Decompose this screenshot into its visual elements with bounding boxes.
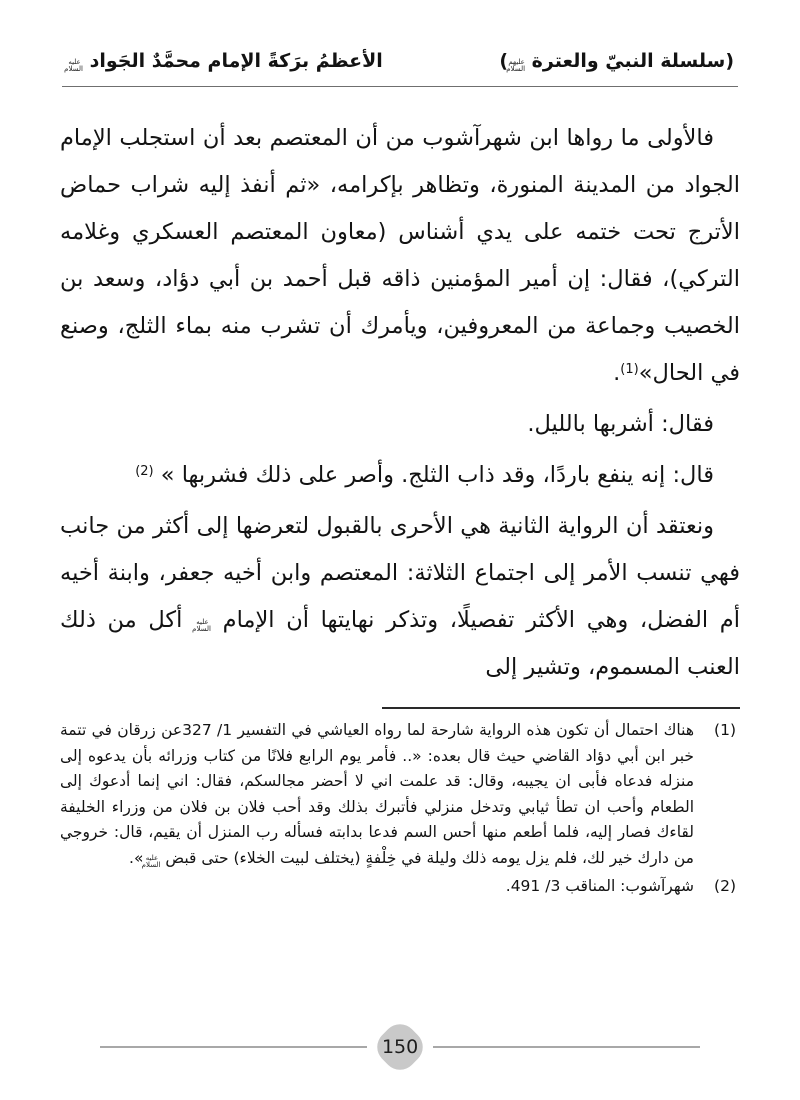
honorific-mark: عليه السلام: [64, 58, 83, 73]
series-title-close: ): [499, 50, 509, 72]
paragraph-2: [60, 401, 740, 448]
honorific-mark: عليهم السلام: [506, 58, 526, 73]
page-header: [62, 0, 738, 87]
series-title-text: (سلسلة النبيّ والعترة: [525, 50, 734, 72]
footnote-1: [60, 718, 740, 871]
paragraph-4-text: ونعتقد أن الرواية الثانية هي الأحرى بالقبول لتعرضها إلى أكثر من جانب فهي تنسب الأمر إلى اجتماع الثلاثة: المعتصم وابن أخيه جعفر، وابنة أخيه أم الفضل، وهي الأكثر تفصيلًا، وتذكر نهايتها أن الإمام: [60, 513, 740, 633]
header-series-title: [499, 50, 734, 73]
body-text: [60, 115, 740, 691]
footnote-separator: [382, 707, 740, 709]
footnote-1-tail: ».: [129, 848, 144, 867]
paragraph-2-text: فقال: أشربها بالليل.: [527, 411, 714, 437]
page-number-badge: [370, 1017, 429, 1076]
footnotes-section: [60, 707, 740, 900]
honorific-mark: عليه السلام: [192, 618, 211, 633]
footnote-ref-1: (1): [620, 362, 639, 377]
honorific-mark: عليه السلام: [141, 853, 161, 869]
paragraph-1: [60, 115, 740, 397]
footnote-2: [60, 874, 740, 900]
book-title-text: الأعظمُ برَكةً الإمام محمَّدٌ الجَواد: [83, 50, 383, 72]
paragraph-4: [60, 503, 740, 691]
paragraph-3-text: قال: إنه ينفع باردًا، وقد ذاب الثلج. وأصر على ذلك فشربها »: [153, 462, 714, 488]
paragraph-3: [60, 452, 740, 499]
paragraph-1-text: فالأولى ما رواها ابن شهرآشوب من أن المعتصم بعد أن استجلب الإمام الجواد من المدينة المنورة، وتظاهر بإكرامه، «ثم أنفذ إليه شراب حماض الأترج تحت ختمه على يدي أشناس (معاون المعتصم العسكري وغلامه التركي)، فقال: إن أمير المؤمنين ذاقه قبل أحمد بن أبي دؤاد، وسعد بن الخصيب وجماعة من المعروفين، ويأمرك أن تشرب منه بماء الثلج، وصنع في الحال»: [60, 125, 740, 386]
paragraph-4-tail: أكل من ذلك العنب المسموم، وتشير إلى: [60, 607, 740, 680]
footer-line-left: [100, 1046, 367, 1048]
footnote-1-text: هناك احتمال أن تكون هذه الرواية شارحة لما رواه العياشي في التفسير 1/ 327عن زرقان في تتمة خبر ابن أبي دؤاد القاضي حيث قال بعده: «.. فأمر يوم الرابع فلانًا من كتاب وزرائه بأن يدعوه إلى منزله فدعاه فأبى ان يجيبه، وقال: قد علمت اني لا أحضر مجالسكم، فقال: اني إنما أدعوك إلى الطعام وأحب ان تطأ ثيابي وتدخل منزلي فأتبرك بذلك وقد أحب فلان بن فلان من وزراء الخليفة لقاءك فصار إليه، فلما أطعم منها أحس السم فدعا بدابته فسأله رب المنزل أن يقيم، قال: خروجي من دارك خير لك، فلم يزل يومه ذلك وليلة في خِلْفةٍ (يختلف لبيت الخلاء) حتى قبض: [60, 721, 694, 867]
footnote-2-number: (2): [714, 877, 736, 895]
footnote-1-number: (1): [714, 721, 736, 739]
footnote-ref-2: (2): [135, 464, 154, 479]
footer-line-right: [433, 1046, 700, 1048]
paragraph-1-tail: .: [613, 360, 621, 386]
footnote-2-text: شهرآشوب: المناقب 3/ 491.: [505, 877, 694, 895]
header-book-title: [66, 50, 383, 73]
page-footer: [100, 1026, 700, 1068]
page-number: 150: [381, 1036, 419, 1059]
